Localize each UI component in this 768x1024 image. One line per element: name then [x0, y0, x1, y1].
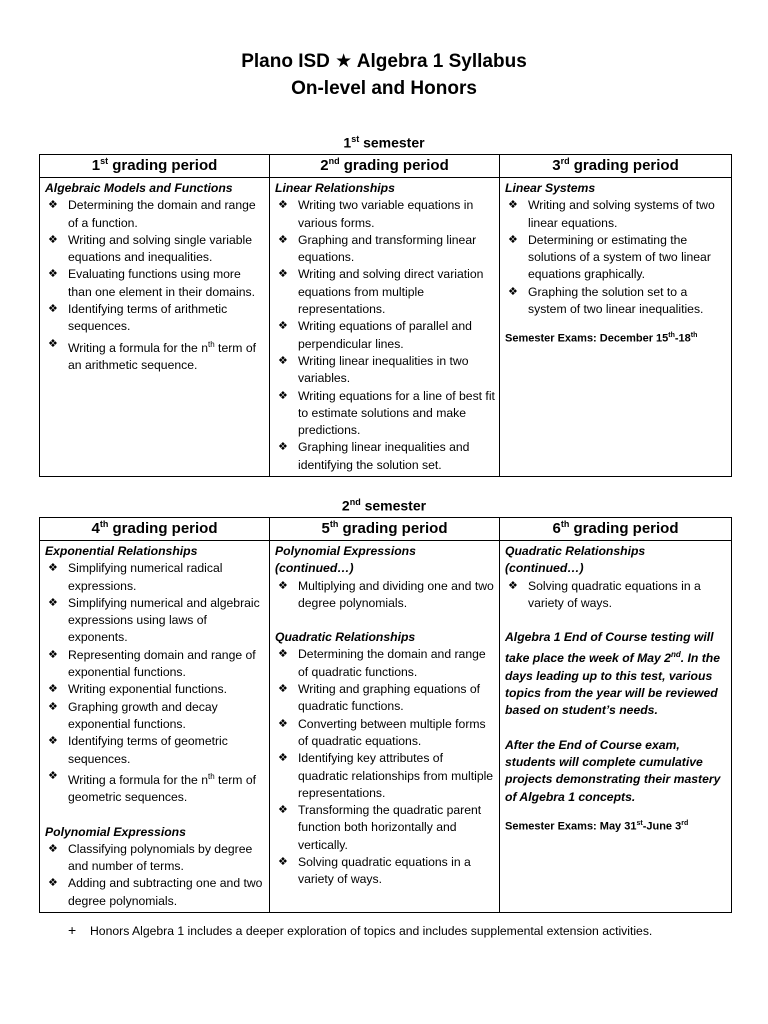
item-text: Writing a formula for the n	[68, 772, 208, 787]
item-text: Identifying key attributes of quadratic relationships from multiple representations.	[298, 751, 494, 800]
item-text: Graphing growth and decay exponential functions.	[68, 699, 218, 731]
semester-2-heading	[0, 497, 768, 514]
content-row	[40, 541, 732, 913]
item-text: Simplifying numerical radical expressions.	[68, 561, 223, 593]
exam-superscript: st	[636, 819, 643, 827]
period-3-header	[500, 155, 732, 178]
header-row	[40, 518, 732, 541]
period-label: grading period	[573, 157, 679, 174]
list-item	[45, 647, 265, 682]
topic-list	[505, 197, 727, 318]
list-item	[45, 733, 265, 768]
list-item	[45, 875, 265, 910]
item-text: Writing and solving systems of two linear equations.	[528, 198, 715, 230]
eoc-testing-note	[505, 629, 727, 720]
period-4-header	[40, 518, 270, 541]
list-item	[45, 699, 265, 734]
list-item	[45, 681, 265, 698]
section-heading: Linear Systems	[505, 181, 596, 195]
period-3-content	[500, 178, 732, 477]
exam-text-mid: -18	[674, 333, 691, 346]
list-item	[275, 716, 495, 751]
period-5-header	[270, 518, 500, 541]
period-ordinal: nd	[328, 156, 340, 166]
period-number: 6	[552, 520, 561, 537]
period-2-content	[270, 178, 500, 477]
diamond-bullet-icon: ❖	[508, 285, 518, 298]
diamond-bullet-icon: ❖	[48, 268, 58, 281]
list-item	[45, 560, 265, 595]
item-text: Identifying terms of arithmetic sequences.	[68, 302, 228, 334]
period-label: grading period	[342, 520, 448, 537]
diamond-bullet-icon: ❖	[278, 717, 288, 730]
list-item	[275, 232, 495, 267]
item-text: Determining or estimating the solutions of a system of two linear equations graphically.	[528, 232, 711, 282]
spacer	[275, 612, 495, 629]
semester-label: semester	[364, 497, 427, 514]
list-item	[45, 197, 265, 232]
semester-number: 2	[341, 497, 350, 514]
diamond-bullet-icon: ❖	[48, 596, 58, 609]
section-heading: Polynomial Expressions	[45, 824, 186, 839]
eoc-text-cont: . In the days leading up to this test, various topics from the year will be reviewed based on student’s needs.	[505, 651, 721, 718]
item-text: Classifying polynomials by degree and number of terms.	[68, 841, 253, 874]
topic-list	[275, 578, 495, 613]
list-item	[45, 595, 265, 647]
section-heading: Exponential Relationships	[45, 544, 198, 558]
period-ordinal: rd	[560, 156, 570, 166]
list-item	[275, 388, 495, 440]
list-item	[45, 336, 265, 375]
semester-ordinal: st	[351, 134, 360, 144]
item-text: Transforming the quadratic parent function both horizontally and vertically.	[298, 803, 482, 852]
item-text: Determining the domain and range of quadratic functions.	[298, 647, 486, 679]
diamond-bullet-icon: ❖	[278, 856, 288, 869]
honors-note-text: Honors Algebra 1 includes a deeper exploration of topics and includes supplemental extension activities.	[90, 924, 653, 938]
item-text: Representing domain and range of exponential functions.	[68, 647, 256, 680]
diamond-bullet-icon: ❖	[508, 233, 518, 246]
period-number: 2	[320, 157, 329, 174]
item-text: Multiplying and dividing one and two degree polynomials.	[298, 578, 494, 610]
spacer	[45, 807, 265, 824]
period-ordinal: th	[560, 519, 570, 529]
item-text: Writing exponential functions.	[68, 682, 227, 697]
item-text: Writing a formula for the n	[68, 340, 208, 355]
list-item	[275, 750, 495, 802]
diamond-bullet-icon: ❖	[508, 199, 518, 212]
item-text: Evaluating functions using more than one element in their domains.	[68, 267, 255, 299]
item-superscript: th	[208, 339, 215, 349]
period-label: grading period	[112, 520, 218, 537]
item-text: Simplifying numerical and algebraic expressions using laws of exponents.	[68, 595, 260, 645]
diamond-bullet-icon: ❖	[48, 337, 58, 350]
period-ordinal: st	[100, 156, 109, 166]
spacer	[505, 612, 727, 629]
period-4-content	[40, 541, 270, 913]
semester-exams	[505, 815, 727, 836]
diamond-bullet-icon: ❖	[278, 199, 288, 212]
diamond-bullet-icon: ❖	[278, 441, 288, 454]
diamond-bullet-icon: ❖	[48, 648, 58, 661]
section-heading: Polynomial Expressions (continued…)	[275, 544, 416, 576]
exam-superscript: rd	[681, 819, 689, 827]
list-item	[45, 841, 265, 876]
item-superscript: th	[208, 771, 215, 781]
list-item	[275, 197, 495, 232]
item-text: Graphing linear inequalities and identifying the solution set.	[298, 440, 470, 472]
item-text: Writing two variable equations in various forms.	[298, 198, 474, 230]
period-label: grading period	[573, 520, 679, 537]
item-text: Solving quadratic equations in a variety of ways.	[298, 855, 471, 887]
period-2-header	[270, 155, 500, 178]
period-label: grading period	[112, 157, 218, 174]
diamond-bullet-icon: ❖	[48, 700, 58, 713]
list-item	[505, 578, 727, 613]
section-heading: Algebraic Models and Functions	[45, 181, 233, 195]
item-text-cont: term of geometric sequences.	[68, 772, 256, 805]
period-1-header	[40, 155, 270, 178]
semester-ordinal: nd	[349, 497, 361, 507]
list-item	[275, 318, 495, 353]
eoc-superscript: nd	[670, 650, 681, 660]
topic-list	[45, 841, 265, 910]
diamond-bullet-icon: ❖	[48, 199, 58, 212]
list-item	[45, 301, 265, 336]
period-number: 4	[91, 520, 100, 537]
page-title: Plano ISD ★ Algebra 1 Syllabus	[241, 51, 527, 72]
item-text: Graphing and transforming linear equations.	[298, 232, 477, 265]
item-text: Writing equations of parallel and perpendicular lines.	[298, 319, 472, 351]
diamond-bullet-icon: ❖	[278, 268, 288, 281]
after-eoc-note: After the End of Course exam, students will complete cumulative projects demonstrating their mastery of Algebra 1 concepts.	[505, 737, 721, 804]
diamond-bullet-icon: ❖	[278, 579, 288, 592]
item-text: Adding and subtracting one and two degree polynomials.	[68, 876, 263, 908]
diamond-bullet-icon: ❖	[278, 320, 288, 333]
semester-exams	[505, 327, 727, 348]
item-text: Identifying terms of geometric sequences.	[68, 734, 228, 766]
item-text: Solving quadratic equations in a variety of ways.	[528, 578, 701, 610]
diamond-bullet-icon: ❖	[48, 735, 58, 748]
list-item	[275, 439, 495, 474]
semester-number: 1	[343, 134, 352, 151]
diamond-bullet-icon: ❖	[278, 804, 288, 817]
semester-1-table	[39, 154, 732, 477]
period-6-content	[500, 541, 732, 913]
list-item	[505, 232, 727, 284]
exam-text: Semester Exams: December 15	[505, 333, 669, 346]
exam-text: Semester Exams: May 31	[505, 820, 637, 833]
list-item	[275, 854, 495, 889]
page-subtitle: On-level and Honors	[291, 78, 477, 99]
period-number: 1	[91, 157, 101, 174]
item-text: Graphing the solution set to a system of two linear inequalities.	[528, 284, 704, 317]
list-item	[505, 284, 727, 319]
item-text-cont: term of an arithmetic sequence.	[68, 340, 256, 373]
period-ordinal: th	[99, 519, 109, 529]
diamond-bullet-icon: ❖	[508, 579, 518, 592]
eoc-text: Algebra 1 End of Course testing will take place the week of May 2	[505, 630, 714, 666]
semester-label: semester	[363, 134, 425, 151]
semester-1-heading	[0, 134, 768, 151]
item-text: Writing equations for a line of best fit to estimate solutions and make predictions.	[298, 388, 495, 438]
item-text: Writing and solving single variable equations and inequalities.	[68, 232, 253, 265]
list-item	[275, 646, 495, 681]
list-item	[275, 353, 495, 388]
diamond-bullet-icon: ❖	[48, 233, 58, 246]
item-text: Determining the domain and range of a function.	[68, 198, 256, 230]
list-item	[275, 802, 495, 854]
diamond-bullet-icon: ❖	[278, 233, 288, 246]
diamond-bullet-icon: ❖	[278, 354, 288, 367]
topic-list	[45, 197, 265, 374]
plus-icon: +	[68, 922, 77, 938]
item-text: Writing linear inequalities in two variables.	[298, 353, 469, 386]
list-item	[45, 232, 265, 267]
period-number: 5	[321, 520, 330, 537]
topic-list	[275, 197, 495, 474]
diamond-bullet-icon: ❖	[278, 752, 288, 765]
diamond-bullet-icon: ❖	[48, 769, 58, 782]
exam-text-mid: -June 3	[642, 820, 682, 833]
item-text: Writing and graphing equations of quadratic functions.	[298, 682, 481, 714]
list-item	[505, 197, 727, 232]
section-heading: Quadratic Relationships (continued…)	[505, 544, 646, 576]
list-item	[45, 266, 265, 301]
period-number: 3	[552, 157, 561, 174]
content-row	[40, 178, 732, 477]
topic-list	[505, 578, 727, 613]
item-text: Converting between multiple forms of quadratic equations.	[298, 716, 486, 748]
diamond-bullet-icon: ❖	[278, 389, 288, 402]
period-1-content	[40, 178, 270, 477]
period-5-content	[270, 541, 500, 913]
diamond-bullet-icon: ❖	[48, 842, 58, 855]
diamond-bullet-icon: ❖	[48, 303, 58, 316]
honors-note	[68, 922, 652, 938]
item-text: Writing and solving direct variation equations from multiple representations.	[298, 267, 484, 317]
topic-list	[275, 646, 495, 888]
diamond-bullet-icon: ❖	[278, 648, 288, 661]
spacer	[505, 720, 727, 737]
diamond-bullet-icon: ❖	[278, 683, 288, 696]
section-heading: Linear Relationships	[275, 181, 395, 195]
period-6-header	[500, 518, 732, 541]
section-heading: Quadratic Relationships	[275, 630, 416, 645]
list-item	[275, 578, 495, 613]
semester-2-table	[39, 517, 732, 913]
topic-list	[45, 560, 265, 806]
list-item	[45, 768, 265, 807]
period-label: grading period	[343, 157, 449, 174]
exam-superscript: th	[668, 332, 675, 340]
exam-superscript: th	[690, 332, 698, 340]
diamond-bullet-icon: ❖	[48, 562, 58, 575]
header-row	[40, 155, 732, 178]
list-item	[275, 681, 495, 716]
diamond-bullet-icon: ❖	[48, 877, 58, 890]
diamond-bullet-icon: ❖	[48, 683, 58, 696]
list-item	[275, 266, 495, 318]
period-ordinal: th	[329, 519, 339, 529]
